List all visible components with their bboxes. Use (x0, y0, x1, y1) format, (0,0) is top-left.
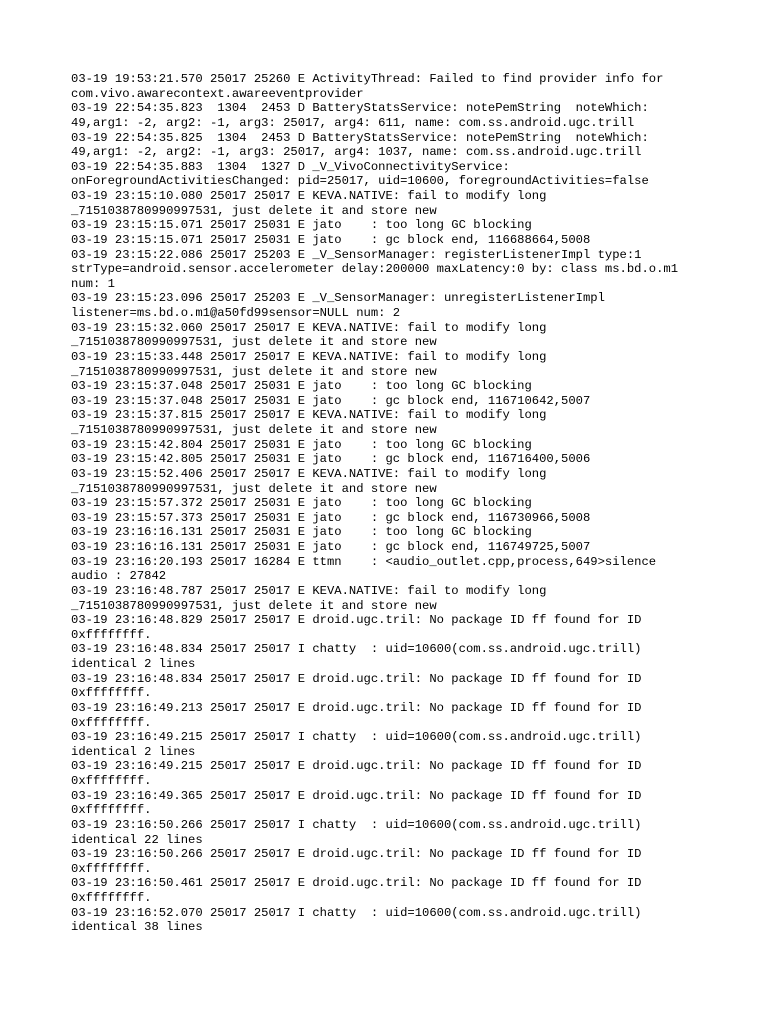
log-line: strType=android.sensor.accelerometer delay:200000 maxLatency:0 by: class ms.bd.o.m1 (71, 262, 679, 277)
log-line: identical 38 lines (71, 920, 203, 935)
log-line: 03-19 22:54:35.883 1304 1327 D _V_VivoConnectivityService: (71, 159, 510, 174)
log-line: 03-19 23:15:57.373 25017 25031 E jato : gc block end, 116730966,5008 (71, 510, 591, 525)
log-line: 03-19 23:15:37.048 25017 25031 E jato : too long GC blocking (71, 379, 532, 394)
log-line: 03-19 23:15:42.805 25017 25031 E jato : gc block end, 116716400,5006 (71, 452, 591, 467)
log-line: 03-19 23:15:52.406 25017 25017 E KEVA.NATIVE: fail to modify long (71, 466, 547, 481)
log-line: onForegroundActivitiesChanged: pid=25017, uid=10600, foregroundActivities=false (71, 174, 649, 189)
log-line: identical 2 lines (71, 657, 196, 671)
log-document (71, 72, 761, 935)
log-line: 03-19 23:16:16.131 25017 25031 E jato : gc block end, 116749725,5007 (71, 540, 591, 554)
log-line: 03-19 23:16:49.213 25017 25017 E droid.ugc.tril: No package ID ff found for ID (71, 700, 642, 715)
log-line: num: 1 (71, 276, 115, 291)
log-line: 0xffffffff. (71, 686, 152, 701)
log-line: 03-19 23:16:48.834 25017 25017 E droid.ugc.tril: No package ID ff found for ID (71, 671, 642, 686)
log-line: 03-19 23:15:37.815 25017 25017 E KEVA.NATIVE: fail to modify long (71, 408, 547, 423)
log-line: 03-19 23:15:33.448 25017 25017 E KEVA.NATIVE: fail to modify long (71, 349, 547, 364)
log-line: _7151038780990997531, just delete it and store new (71, 598, 437, 613)
log-line: 03-19 23:16:16.131 25017 25031 E jato : too long GC blocking (71, 525, 532, 540)
log-line: 0xffffffff. (71, 627, 152, 642)
log-line: 03-19 23:16:50.266 25017 25017 I chatty : uid=10600(com.ss.android.ugc.trill) (71, 817, 642, 832)
log-line: 03-19 22:54:35.825 1304 2453 D BatteryStatsService: notePemString noteWhich: (71, 130, 649, 145)
log-line: 03-19 23:16:49.365 25017 25017 E droid.ugc.tril: No package ID ff found for ID (71, 788, 642, 803)
log-line: _7151038780990997531, just delete it and store new (71, 335, 437, 350)
log-line: 03-19 23:16:48.829 25017 25017 E droid.ugc.tril: No package ID ff found for ID (71, 613, 642, 628)
log-line: 49,arg1: -2, arg2: -1, arg3: 25017, arg4: 611, name: com.ss.android.ugc.trill (71, 115, 635, 130)
log-line: 03-19 23:16:49.215 25017 25017 E droid.ugc.tril: No package ID ff found for ID (71, 759, 642, 774)
log-line: 03-19 23:15:32.060 25017 25017 E KEVA.NATIVE: fail to modify long (71, 320, 547, 335)
log-line: 03-19 23:15:57.372 25017 25031 E jato : too long GC blocking (71, 496, 532, 511)
log-line: 03-19 22:54:35.823 1304 2453 D BatteryStatsService: notePemString noteWhich: (71, 101, 649, 116)
log-line: 03-19 23:15:15.071 25017 25031 E jato : too long GC blocking (71, 218, 532, 233)
log-line: 03-19 23:15:22.086 25017 25203 E _V_SensorManager: registerListenerImpl type:1 (71, 247, 642, 262)
log-line: 03-19 23:16:50.461 25017 25017 E droid.ugc.tril: No package ID ff found for ID (71, 876, 642, 891)
log-line: 0xffffffff. (71, 774, 152, 788)
log-line: 49,arg1: -2, arg2: -1, arg3: 25017, arg4: 1037, name: com.ss.android.ugc.trill (71, 145, 642, 160)
log-line: 0xffffffff. (71, 803, 152, 818)
log-line: 03-19 23:16:52.070 25017 25017 I chatty : uid=10600(com.ss.android.ugc.trill) (71, 905, 642, 920)
log-line: identical 22 lines (71, 832, 203, 847)
log-line: 03-19 23:15:37.048 25017 25031 E jato : gc block end, 116710642,5007 (71, 393, 591, 408)
log-line: 03-19 23:15:15.071 25017 25031 E jato : gc block end, 116688664,5008 (71, 232, 591, 247)
log-line: 0xffffffff. (71, 891, 152, 905)
log-line: 0xffffffff. (71, 715, 152, 730)
log-line: 03-19 23:16:48.787 25017 25017 E KEVA.NATIVE: fail to modify long (71, 583, 547, 598)
log-line: 03-19 23:16:50.266 25017 25017 E droid.ugc.tril: No package ID ff found for ID (71, 847, 642, 862)
log-line: 03-19 23:15:23.096 25017 25203 E _V_SensorManager: unregisterListenerImpl (71, 291, 605, 306)
log-line: _7151038780990997531, just delete it and store new (71, 364, 437, 379)
log-line: 03-19 23:15:10.080 25017 25017 E KEVA.NATIVE: fail to modify long (71, 189, 547, 203)
log-line: listener=ms.bd.o.m1@a50fd99sensor=NULL num: 2 (71, 306, 401, 320)
log-line: 03-19 23:16:49.215 25017 25017 I chatty : uid=10600(com.ss.android.ugc.trill) (71, 730, 642, 745)
log-line: _7151038780990997531, just delete it and store new (71, 423, 437, 437)
log-line: audio : 27842 (71, 569, 167, 584)
log-text-block (71, 72, 761, 935)
log-line: com.vivo.awarecontext.awareeventprovider (71, 86, 364, 101)
log-line: _7151038780990997531, just delete it and store new (71, 203, 437, 218)
log-line: 0xffffffff. (71, 861, 152, 876)
log-line: 03-19 23:16:48.834 25017 25017 I chatty : uid=10600(com.ss.android.ugc.trill) (71, 642, 642, 657)
log-line: 03-19 23:15:42.804 25017 25031 E jato : too long GC blocking (71, 437, 532, 452)
log-line: 03-19 19:53:21.570 25017 25260 E ActivityThread: Failed to find provider info for (71, 72, 664, 86)
log-line: identical 2 lines (71, 744, 196, 759)
log-line: _7151038780990997531, just delete it and store new (71, 481, 437, 496)
log-line: 03-19 23:16:20.193 25017 16284 E ttmn : <audio_outlet.cpp,process,649>silence (71, 554, 657, 569)
